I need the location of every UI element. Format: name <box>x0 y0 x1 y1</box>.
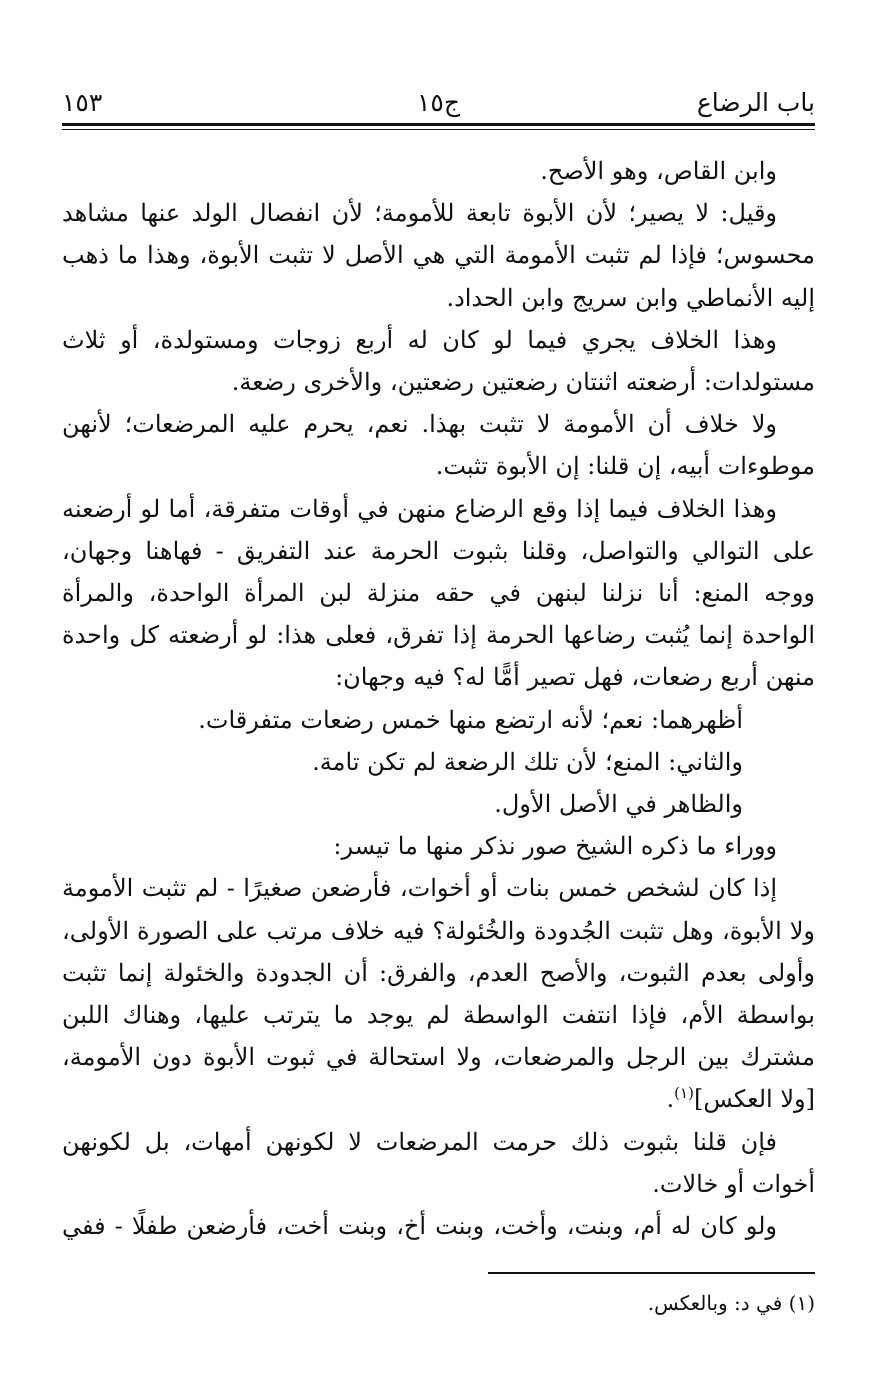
paragraph: إذا كان لشخص خمس بنات أو أخوات، فأرضعن صغيرًا - لم تثبت الأمومة ولا الأبوة، وهل تثبت الجُدودة والخُئولة؟ فيه خلاف مرتب على الصورة الأولى، وأولى بعدم الثبوت، والأصح العدم، والفرق: أن الجدودة والخئولة إنما تثبت بواسطة الأم، فإذا انتفت الواسطة لم يوجد ما يترتب عليها، وهناك اللبن مشترك بين الرجل والمرضعات، ولا استحالة في ثبوت الأبوة دون الأمومة، [ولا العكس]$^{(١)}$. <box>62 874 816 1114</box>
paragraph: والثاني: المنع؛ لأن تلك الرضعة لم تكن تامة. <box>312 747 743 776</box>
paragraph: ولا خلاف أن الأمومة لا تثبت بهذا. نعم، يحرم عليه المرضعات؛ لأنهن موطوءات أبيه، إن قلنا: إن الأبوة تثبت. <box>62 410 815 481</box>
paragraph: أظهرهما: نعم؛ لأنه ارتضع منها خمس رضعات متفرقات. <box>198 705 743 734</box>
paragraph: فإن قلنا بثبوت ذلك حرمت المرضعات لا لكونهن أمهات، بل لكونهن أخوات أو خالات. <box>62 1127 815 1198</box>
paragraph: وهذا الخلاف فيما إذا وقع الرضاع منهن في أوقات متفرقة، أما لو أرضعنه على التوالي والتواصل، وقلنا بثبوت الحرمة عند التفريق - فهاهنا وجهان، ووجه المنع: أنا نزلنا لبنهن في حقه منزلة لبن المرأة الواحدة، والمرأة الواحدة إنما يُثبت رضاعها الحرمة إذا تفرق، فعلى هذا: لو أرضعته كل واحدة منهن أربع رضعات، فهل تصير أمًّا له؟ فيه وجهان: <box>62 494 815 692</box>
paragraph-text: إذا كان لشخص خمس بنات أو أخوات، فأرضعن صغيرًا - لم تثبت الأمومة ولا الأبوة، وهل تثبت الجُدودة والخُئولة؟ فيه خلاف مرتب على الصورة الأولى، وأولى بعدم الثبوت، والأصح العدم، والفرق: أن الجدودة والخئولة إنما تثبت بواسطة الأم، فإذا انتفت الواسطة لم يوجد ما يترتب عليها، وهناك اللبن مشترك بين الرجل والمرضعات، ولا استحالة في ثبوت الأبوة دون الأمومة، [ولا العكس] <box>62 874 816 1114</box>
page-number: ١٥٣ <box>62 88 103 117</box>
header-rule-thick <box>62 123 815 126</box>
chapter-title: باب الرضاع <box>696 88 815 117</box>
paragraph: وابن القاص، وهو الأصح. <box>540 157 777 185</box>
footnote: (١) في د: وبالعكس. <box>647 1291 815 1315</box>
paragraph: ولو كان له أم، وبنت، وأخت، وبنت أخ، وبنت أخت، فأرضعن طفلًا - ففي <box>62 1212 777 1241</box>
footnote-separator <box>488 1272 815 1274</box>
header-rule-thin <box>62 129 815 130</box>
paragraph: ووراء ما ذكره الشيخ صور نذكر منها ما تيسر: <box>333 832 777 861</box>
paragraph: وهذا الخلاف يجري فيما لو كان له أربع زوجات ومستولدة، أو ثلاث مستولدات: أرضعته اثنتان رضعتين رضعتين، والأخرى رضعة. <box>62 325 815 397</box>
volume-label: ج١٥ <box>417 88 460 117</box>
paragraph: وقيل: لا يصير؛ لأن الأبوة تابعة للأمومة؛ لأن انفصال الولد عنها مشاهد محسوس؛ فإذا لم تثبت الأمومة التي هي الأصل لا تثبت الأبوة، وهذا ما ذهب إليه الأنماطي وابن سريج وابن الحداد. <box>62 199 815 312</box>
body-text <box>62 150 815 1247</box>
footnote-reference[interactable]: (١) <box>674 1084 694 1103</box>
paragraph: والظاهر في الأصل الأول. <box>494 790 743 819</box>
running-header <box>62 86 815 120</box>
